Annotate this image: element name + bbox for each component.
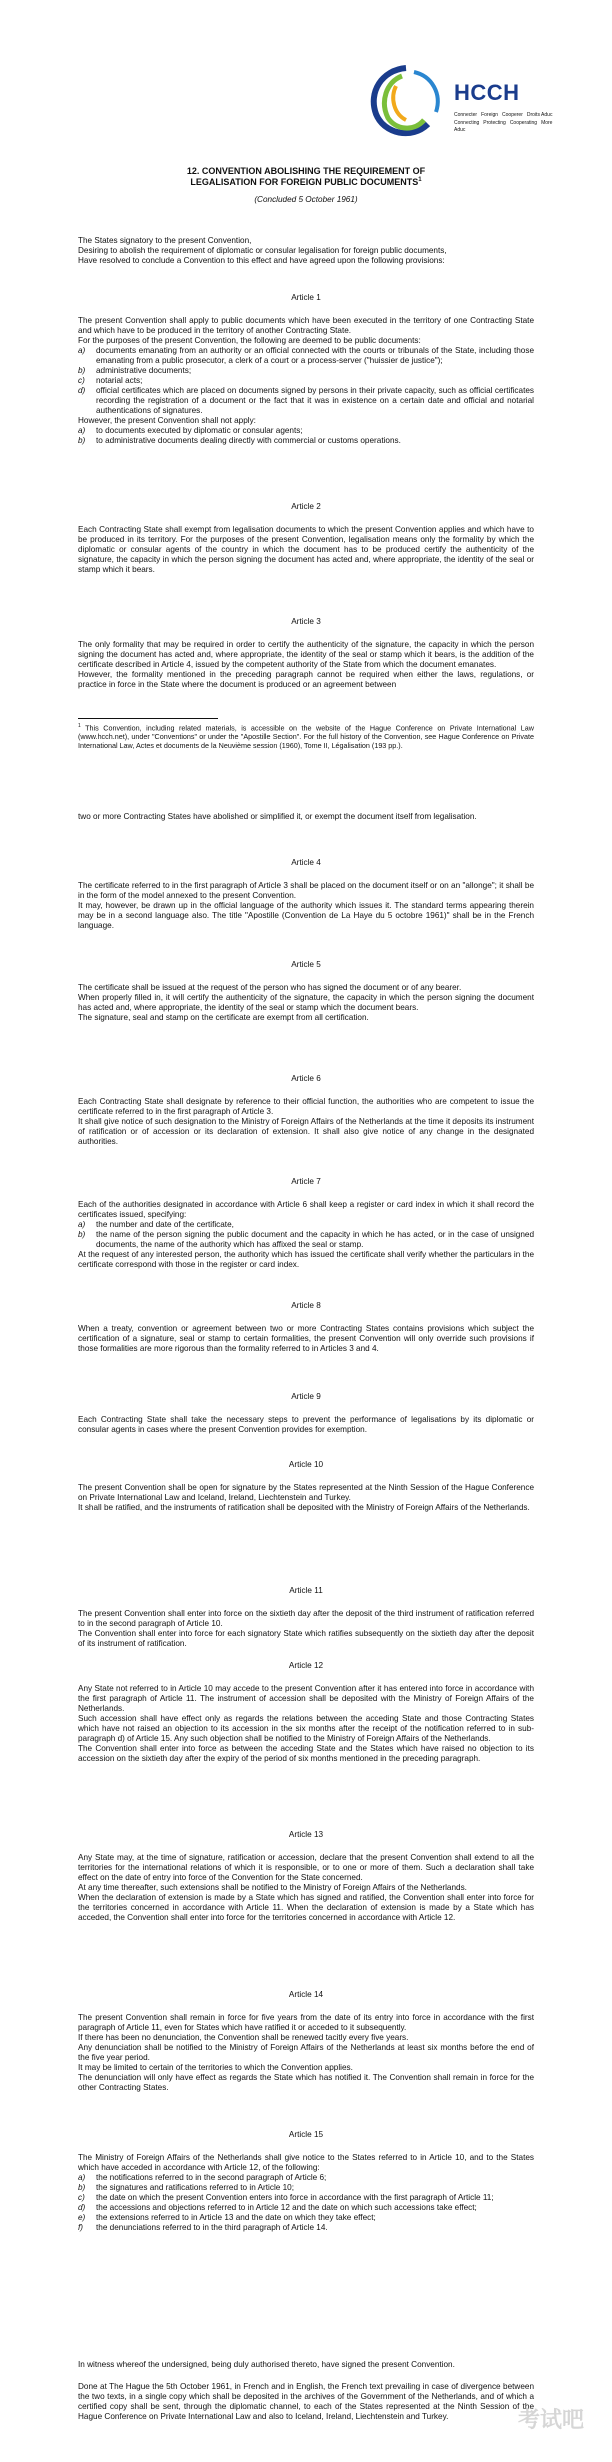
done-clause: Done at The Hague the 5th October 1961, in French and in English, the French text prevailing in case of divergence between the two texts, in a single copy which shall be deposited in the archives of the Government of the Netherlands, and of which a certified copy shall be sent, through the diplomatic channel, to each of the States represented at the Ninth Session of the Hague Conference on Private International Law and also to Iceland, Ireland, Liechtenstein and Turkey.: [78, 2382, 534, 2421]
footnote: $^1$ This Convention, including related materials, is accessible on the website of the Hague Conference on Private International Law (www.hcch.net), under "Conventions" or under the "Apostille Section". For the full history of the Convention, see Hague Conference on Private International Law, Actes et documents de la Neuvième session (1960), Tome II, Légalisation (193 pp.).: [78, 718, 534, 750]
watermark: 考试吧: [517, 2407, 584, 2433]
article-1: Article 1 The present Convention shall apply to public documents which have been executed in the territory of one Contracting State and which have to be produced in the territory of another Contracting State. For the purposes of the present Convention, the following are deemed to be public documents: a) documents emanating from an authority or an official connected with the courts or tribunals of the State, including those emanating from a public prosecutor, a clerk of a court or a process-server ("huissier de justice"); b) administrative documents; c) notarial acts; d) official certificates which are placed on documents signed by persons in their private capacity, such as official certificates recording the registration of a document or the fact that it was in existence on a certain date and official and notarial authentications of signatures. However, the present Convention shall not apply: a) to documents executed by diplomatic or consular agents; b) to administrative documents dealing directly with commercial or customs operations.: [78, 293, 534, 445]
article-heading: Article 1: [291, 293, 321, 302]
logo-tagline: Connecter Foreign Cooperer Droits Aduc Connecting Protecting Cooperating More Aduc: [454, 112, 553, 133]
article-2: Article 2 Each Contracting State shall exempt from legalisation documents to which the present Convention applies and which have to be produced in its territory. For the purposes of the present Convention, legalisation means only the formality by which the diplomatic or consular agents of the country in which the document has to be produced certify the authenticity of the signature, the capacity in which the person signing the document has acted and, where appropriate, the identity of the seal or stamp which it bears.: [78, 502, 534, 574]
article-11: Article 11 The present Convention shall enter into force on the sixtieth day after the deposit of the third instrument of ratification referred to in the second paragraph of Article 10. The Convention shall enter into force for each signatory State which ratifies subsequently on the sixtieth day after the deposit of its instrument of ratification.: [78, 1586, 534, 1648]
article-12: Article 12 Any State not referred to in Article 10 may accede to the present Convention after it has entered into force in accordance with the first paragraph of Article 11. The instrument of accession shall be deposited with the Ministry of Foreign Affairs of the Netherlands. Such accession shall have effect only as regards the relations between the acceding State and those Contracting States which have not raised an objection to its accession in the six months after the receipt of the notification referred to in sub-paragraph d) of Article 15. Any such objection shall be notified to the Ministry of Foreign Affairs of the Netherlands. The Convention shall enter into force as between the acceding State and the States which have raised no objection to its accession on the sixtieth day after the expiry of the period of six months mentioned in the preceding paragraph.: [78, 1661, 534, 1763]
article-9: Article 9 Each Contracting State shall take the necessary steps to prevent the performance of legalisations by its diplomatic or consular agents in cases where the present Convention provides for exemption.: [78, 1392, 534, 1434]
article-4: Article 4 The certificate referred to in the first paragraph of Article 3 shall be placed on the document itself or on an "allonge"; it shall be in the form of the model annexed to the present Convention. It may, however, be drawn up in the official language of the authority which issues it. The standard terms appearing therein may be in a second language also. The title "Apostille (Convention de La Haye du 5 octobre 1961)" shall be in the French language.: [78, 858, 534, 930]
article-7: Article 7 Each of the authorities designated in accordance with Article 6 shall keep a register or card index in which it shall record the certificates issued, specifying: a) the number and date of the certificate, b) the name of the person signing the public document and the capacity in which he has acted, or in the case of unsigned documents, the name of the authority which has affixed the seal or stamp. At the request of any interested person, the authority which has issued the certificate shall verify whether the particulars in the certificate correspond with those in the register or card index.: [78, 1177, 534, 1269]
article-3-continued: two or more Contracting States have abolished or simplified it, or exempt the document itself from legalisation.: [78, 812, 477, 821]
article-15: Article 15 The Ministry of Foreign Affairs of the Netherlands shall give notice to the States referred to in Article 10, and to the States which have acceded in accordance with Article 12, of the following: a) the notifications referred to in the second paragraph of Article 6; b) the signatures and ratifications referred to in Article 10; c) the date on which the present Convention enters into force in accordance with the first paragraph of Article 11; d) the accessions and objections referred to in Article 12 and the date on which such accessions take effect; e) the extensions referred to in Article 13 and the date on which they take effect; f) the denunciations referred to in the third paragraph of Article 14.: [78, 2130, 534, 2232]
witness-clause: In witness whereof the undersigned, being duly authorised thereto, have signed the present Convention.: [78, 2360, 455, 2369]
document-title: 12. CONVENTION ABOLISHING THE REQUIREMENT OF LEGALISATION FOR FOREIGN PUBLIC DOCUMENTS$^1$ (Concluded 5 October 1961): [78, 166, 534, 205]
article-3: Article 3 The only formality that may be required in order to certify the authenticity of the signature, the capacity in which the person signing the document has acted and, where appropriate, the identity of the seal or stamp which it bears, is the addition of the certificate described in Article 4, issued by the competent authority of the State from which the document emanates. However, the formality mentioned in the preceding paragraph cannot be required when either the laws, regulations, or practice in force in the State where the document is produced or an agreement between: [78, 617, 534, 689]
globe-swoosh-icon: [362, 62, 450, 142]
article-10: Article 10 The present Convention shall be open for signature by the States represented at the Ninth Session of the Hague Conference on Private International Law and Iceland, Ireland, Liechtenstein and Turkey. It shall be ratified, and the instruments of ratification shall be deposited with the Ministry of Foreign Affairs of the Netherlands.: [78, 1460, 534, 1512]
footnote-mark: 1: [418, 177, 422, 184]
hcch-logo: [362, 58, 562, 148]
article-8: Article 8 When a treaty, convention or agreement between two or more Contracting States contains provisions which subject the certification of a signature, seal or stamp to certain formalities, the present Convention will only override such provisions if those formalities are more rigorous than the formality referred to in Articles 3 and 4.: [78, 1301, 534, 1353]
article-14: Article 14 The present Convention shall remain in force for five years from the date of its entry into force in accordance with the first paragraph of Article 11, even for States which have ratified it or acceded to it subsequently. If there has been no denunciation, the Convention shall be renewed tacitly every five years. Any denunciation shall be notified to the Ministry of Foreign Affairs of the Netherlands at least six months before the end of the five year period. It may be limited to certain of the territories to which the Convention applies. The denunciation will only have effect as regards the State which has notified it. The Convention shall remain in force for the other Contracting States.: [78, 1990, 534, 2092]
footnote-rule: [78, 718, 218, 719]
closing: [78, 2360, 534, 2422]
article-6: Article 6 Each Contracting State shall designate by reference to their official function, the authorities who are competent to issue the certificate referred to in the first paragraph of Article 3. It shall give notice of such designation to the Ministry of Foreign Affairs of the Netherlands at the time it deposits its instrument of ratification or of accession or its declaration of extension. It shall also give notice of any change in the designated authorities.: [78, 1074, 534, 1146]
preamble: The States signatory to the present Convention, Desiring to abolish the requirement of diplomatic or consular legalisation for foreign public documents, Have resolved to conclude a Convention to this effect and have agreed upon the following provisions:: [78, 236, 447, 265]
article-13: Article 13 Any State may, at the time of signature, ratification or accession, declare that the present Convention shall extend to all the territories for the international relations of which it is responsible, or to one or more of them. Such a declaration shall take effect on the date of entry into force of the Convention for the State concerned. At any time thereafter, such extensions shall be notified to the Ministry of Foreign Affairs of the Netherlands. When the declaration of extension is made by a State which has signed and ratified, the Convention shall enter into force for the territories concerned in accordance with Article 11. When the declaration of extension is made by a State which has acceded, the Convention shall enter into force for the territories concerned in accordance with Article 12.: [78, 1830, 534, 1922]
concluded-date: (Concluded 5 October 1961): [254, 194, 358, 204]
article-5: Article 5 The certificate shall be issued at the request of the person who has signed the document or of any bearer. When properly filled in, it will certify the authenticity of the signature, the capacity in which the person signing the document has acted and, where appropriate, the identity of the seal or stamp which the document bears. The signature, seal and stamp on the certificate are exempt from all certification.: [78, 960, 534, 1022]
logo-name: HCCH: [454, 80, 520, 105]
